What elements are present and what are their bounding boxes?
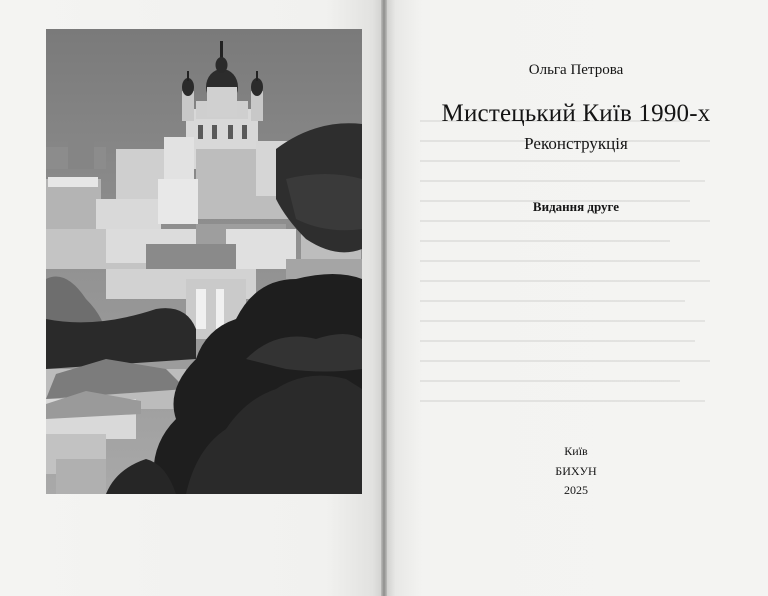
edition-label: Видання друге — [532, 199, 620, 214]
publication-city: Київ — [564, 444, 588, 458]
book-subtitle: Реконструкція — [524, 134, 628, 153]
show-through-text — [420, 120, 720, 500]
city-landscape-photo — [46, 29, 362, 494]
book-gutter — [381, 0, 387, 596]
book-title: Мистецький Київ 1990-х — [441, 100, 711, 127]
publication-year: 2025 — [564, 483, 588, 497]
publisher-name: БИХУН — [555, 464, 597, 478]
author-name: Ольга Петрова — [528, 62, 624, 78]
